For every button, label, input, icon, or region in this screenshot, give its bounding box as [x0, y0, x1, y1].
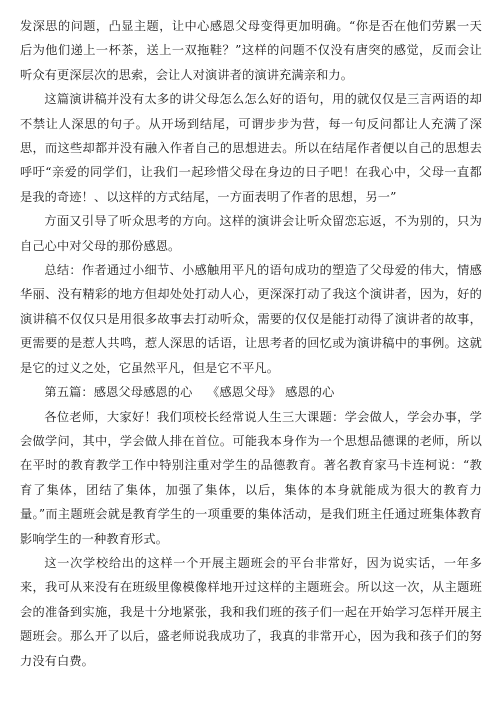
document-page: [20, 14, 482, 673]
paragraph-6: 这一次学校给出的这样一个开展主题班会的平台非常好，因为说实话，一年多来，我可从来没有在班级里像模像样地开过这样的主题班会。所以这一次，从主题班会的准备到实施，我是十分地紧张，我和我们班的孩子们一起在开始学习怎样开展主题班会。那么开了以后，盛老师说我成功了，我真的非常开心，因为我和孩子们的努力没有白费。: [20, 555, 482, 668]
section-heading: [20, 380, 482, 404]
paragraph-1: 发深思的问题，凸显主题，让中心感恩父母变得更加明确。“你是否在他们劳累一天后为他们递上一杯茶，送上一双拖鞋？”这样的问题不仅没有唐突的感觉，反而会让听众有更深层次的思索，会让人对演讲者的演讲充满亲和力。: [20, 19, 482, 82]
section-title: 第五篇：感恩父母感恩的心: [44, 385, 193, 400]
section-subtitle: 《感恩父母》 感恩的心: [207, 385, 335, 400]
paragraph-4: 总结：作者通过小细节、小感触用平凡的语句成功的塑造了父母爱的伟大，情感华丽、没有精彩的地方但却处处打动人心，更深深打动了我这个演讲者，因为，好的演讲稿不仅仅只是用很多故事去打动听众，需要的仅仅是能打动得了演讲者的故事，更需要的是惹人共鸣，惹人深思的话语，让思考者的回忆或为演讲稿中的事例。这就是它的过义之处，它虽然平凡，但是它不平凡。: [20, 263, 482, 375]
paragraph-5: 各位老师，大家好！我们项校长经常说人生三大课题：学会做人，学会办事，学会做学问，其中，学会做人排在首位。可能我本身作为一个思想品德课的老师，所以在平时的教育教学工作中特别注重对学生的品德教育。著名教育家马卡连柯说：“教育了集体，团结了集体，加强了集体，以后，集体的本身就能成为很大的教育力量。”而主题班会就是教育学生的一项重要的集体活动，是我们班主任通过班集体教育影响学生的一种教育形式。: [20, 409, 482, 546]
paragraph-2: 这篇演讲稿并没有太多的讲父母怎么怎么好的语句，用的就仅仅是三言两语的却不禁让人深思的句子。从开场到结尾，可谓步步为营，每一句反问都让人充满了深思，而这些却都并没有融入作者自己的思想进去。所以在结尾作者便以自己的思想去呼吁“亲爱的同学们，让我们一起珍惜父母在身边的日子吧！在我心中，父母一直都是我的奇迹！、以这样的方式结尾，一方面表明了作者的思想，另一”: [20, 92, 482, 204]
paragraph-3: 方面又引导了听众思考的方向。这样的演讲会让听众留恋忘返，不为别的，只为自己心中对父母的那份感恩。: [20, 214, 482, 253]
